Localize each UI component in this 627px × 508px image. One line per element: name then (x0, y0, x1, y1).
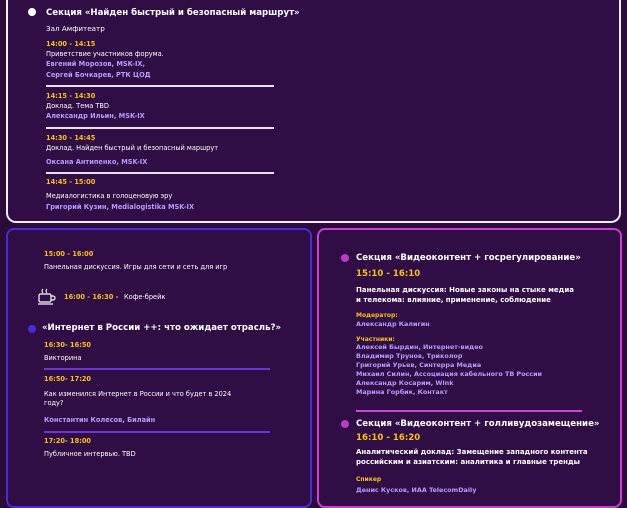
participant: Марина Горбик, Контакт (356, 388, 448, 396)
item-title: Доклад. Найден быстрый и безопасный маршрут (46, 144, 219, 152)
participant: Михаил Силин, Ассоциация кабельного ТВ России (356, 370, 543, 378)
item-title: Доклад. Тема TBD (46, 102, 109, 110)
item-time: 17:20- 18:00 (44, 437, 92, 445)
section-card-video (317, 228, 622, 508)
item-speaker: Григорий Кузин, Medialogistika MSK-IX (46, 203, 195, 211)
item-time: 14:15 - 14:30 (46, 92, 96, 100)
item-time: 14:00 - 14:15 (46, 40, 96, 48)
talk-time: 15:10 - 16:10 (356, 269, 421, 279)
participants-label: Участники: (356, 336, 395, 343)
section-card-route (6, 0, 621, 223)
break-time: 16:00 - 16:30 - (64, 293, 119, 301)
speaker-name: Денис Кусков, ИАА TelecomDaily (356, 486, 477, 494)
item-title: Как изменился Интернет в России и что будет в 2024 (44, 390, 232, 398)
talk-title-cont: и телекома: влияние, применение, соблюдение (356, 296, 551, 304)
section-card-internet (6, 228, 312, 508)
divider (46, 85, 274, 87)
section-title: Секция «Видеоконтент + госрегулирование» (356, 253, 581, 263)
item-time: 14:45 - 15:00 (46, 178, 96, 186)
item-speaker: Евгений Морозов, MSK-IX, (46, 60, 145, 68)
participant: Григорий Урьев, Синтерра Медиа (356, 361, 482, 369)
break-label: Кофе-брейк (124, 293, 166, 301)
section-title: Секция «Найден быстрый и безопасный маршрут» (46, 8, 300, 18)
bullet-dot (341, 420, 349, 428)
talk-title: Аналитический доклад: Замещение западного контента (356, 448, 588, 456)
item-title: Публичное интервью. TBD (44, 450, 136, 458)
bullet-dot (341, 254, 349, 262)
divider (356, 410, 582, 412)
item-speaker: Константин Колесов, Билайн (44, 416, 156, 424)
talk-title-cont: российским и азиатским: аналитика и главные тренды (356, 458, 580, 466)
bullet-dot (28, 8, 36, 16)
item-time: 16:30- 16:50 (44, 341, 92, 349)
participant: Владимир Трунов, Триколор (356, 352, 463, 360)
moderator-name: Александр Калигин (356, 320, 430, 328)
bullet-dot (28, 325, 36, 333)
item-speaker: Оксана Антипенко, MSK-IX (46, 158, 148, 166)
item-title: Медиалогистика в голоценовую эру (46, 192, 173, 200)
participant: Александр Косарим, Wink (356, 379, 454, 387)
talk-time: 16:10 - 16:20 (356, 433, 421, 443)
item-title-cont: году? (44, 399, 64, 407)
item-title: Приветствие участников форума. (46, 50, 164, 58)
divider (46, 172, 274, 174)
panel-title: Панельная дискуссия. Игры для сети и сеть для игр (44, 263, 228, 271)
item-time: 14:30 - 14:45 (46, 134, 96, 142)
divider (44, 368, 270, 370)
item-title: Викторина (44, 354, 82, 362)
divider (44, 431, 270, 433)
divider (46, 127, 274, 129)
item-time: 16:50- 17:20 (44, 375, 92, 383)
hall-name: Зал Амфитеатр (46, 24, 105, 33)
item-speaker: Александр Ильин, MSK-IX (46, 112, 145, 120)
section-title: Секция «Видеоконтент + голливудозамещение» (356, 419, 600, 429)
coffee-cup-icon (36, 288, 58, 306)
panel-time: 15:00 - 16:00 (44, 250, 94, 258)
participant: Алексей Бырдин, Интернет-видео (356, 343, 483, 351)
talk-title: Панельная дискуссия: Новые законы на стыке медиа (356, 286, 574, 294)
section-title: «Интернет в России ++: что ожидает отрасль?» (42, 323, 282, 333)
item-speaker: Сергей Бочкарев, РТК ЦОД (46, 71, 151, 79)
speaker-label: Спикер (356, 476, 382, 483)
moderator-label: Модератор: (356, 312, 398, 319)
